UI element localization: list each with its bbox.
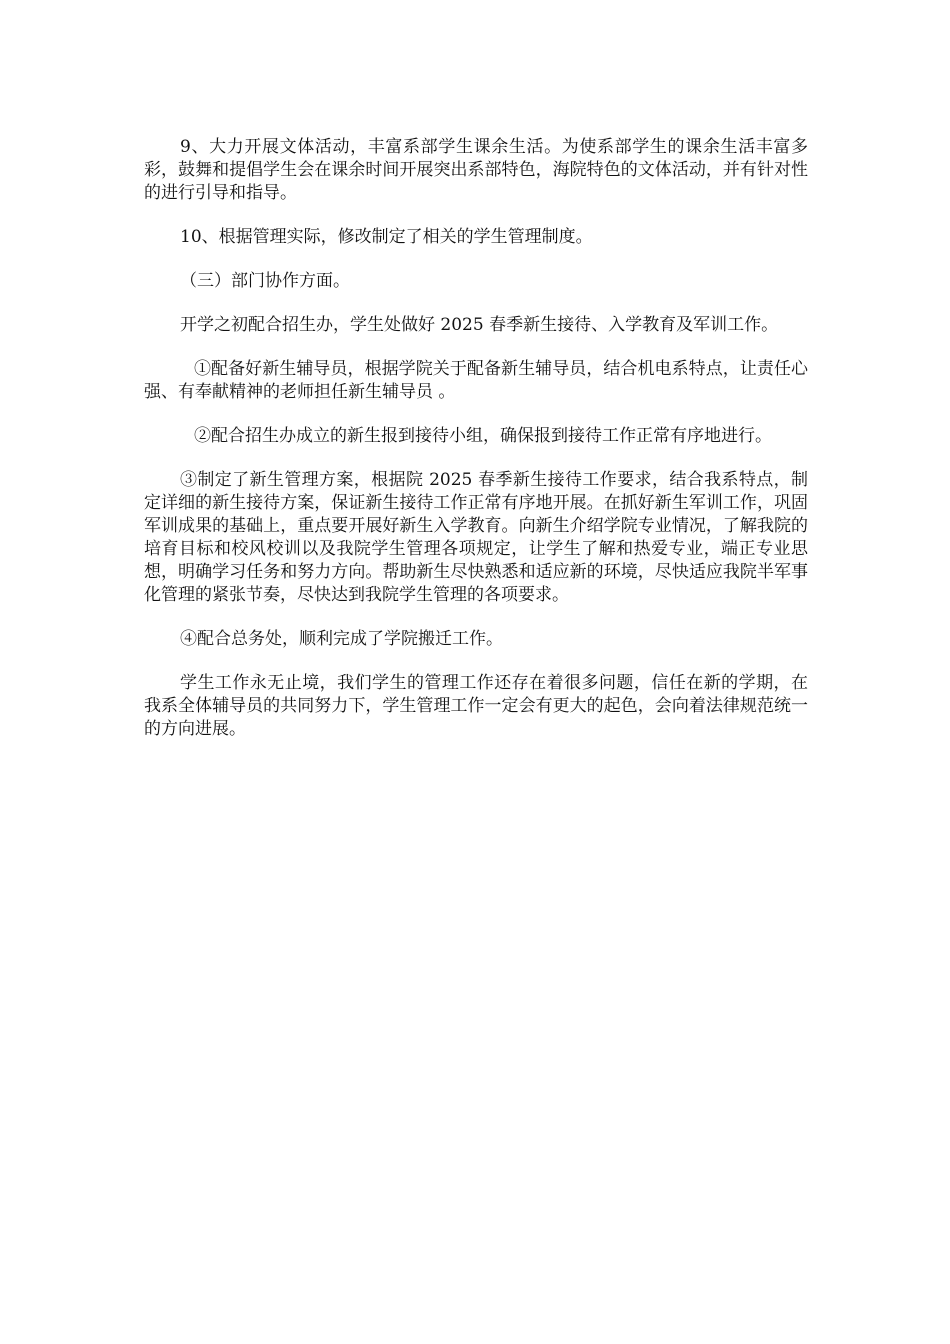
paragraph-item-10: 10、根据管理实际，修改制定了相关的学生管理制度。 xyxy=(180,227,593,247)
paragraph-sub-item-1: ①配备好新生辅导员，根据学院关于配备新生辅导员，结合机电系特点，让责任心强、有奉献精神的老师担任新生辅导员 。 xyxy=(144,359,808,402)
paragraph-sub-item-2: ②配合招生办成立的新生报到接待小组，确保报到接待工作正常有序地进行。 xyxy=(194,426,772,446)
section-heading-department-cooperation: （三）部门协作方面。 xyxy=(180,271,350,291)
paragraph-enrollment-intro: 开学之初配合招生办，学生处做好 2025 春季新生接待、入学教育及军训工作。 xyxy=(180,315,779,335)
paragraph-sub-item-4: ④配合总务处，顺利完成了学院搬迁工作。 xyxy=(180,629,503,649)
document-body xyxy=(144,136,808,762)
paragraph-conclusion: 学生工作永无止境，我们学生的管理工作还存在着很多问题，信任在新的学期，在我系全体辅导员的共同努力下，学生管理工作一定会有更大的起色，会向着法律规范统一的方向进展。 xyxy=(144,673,808,739)
paragraph-sub-item-3: ③制定了新生管理方案，根据院 2025 春季新生接待工作要求，结合我系特点，制定详细的新生接待方案，保证新生接待工作正常有序地开展。在抓好新生军训工作，巩固军训成果的基础上，重点要开展好新生入学教育。向新生介绍学院专业情况，了解我院的培育目标和校风校训以及我院学生管理各项规定，让学生了解和热爱专业，端正专业思想，明确学习任务和努力方向。帮助新生尽快熟悉和适应新的环境，尽快适应我院半军事化管理的紧张节奏，尽快达到我院学生管理的各项要求。 xyxy=(144,470,808,605)
paragraph-item-9: 9、大力开展文体活动，丰富系部学生课余生活。为使系部学生的课余生活丰富多彩，鼓舞和提倡学生会在课余时间开展突出系部特色，海院特色的文体活动，并有针对性的进行引导和指导。 xyxy=(144,137,808,203)
